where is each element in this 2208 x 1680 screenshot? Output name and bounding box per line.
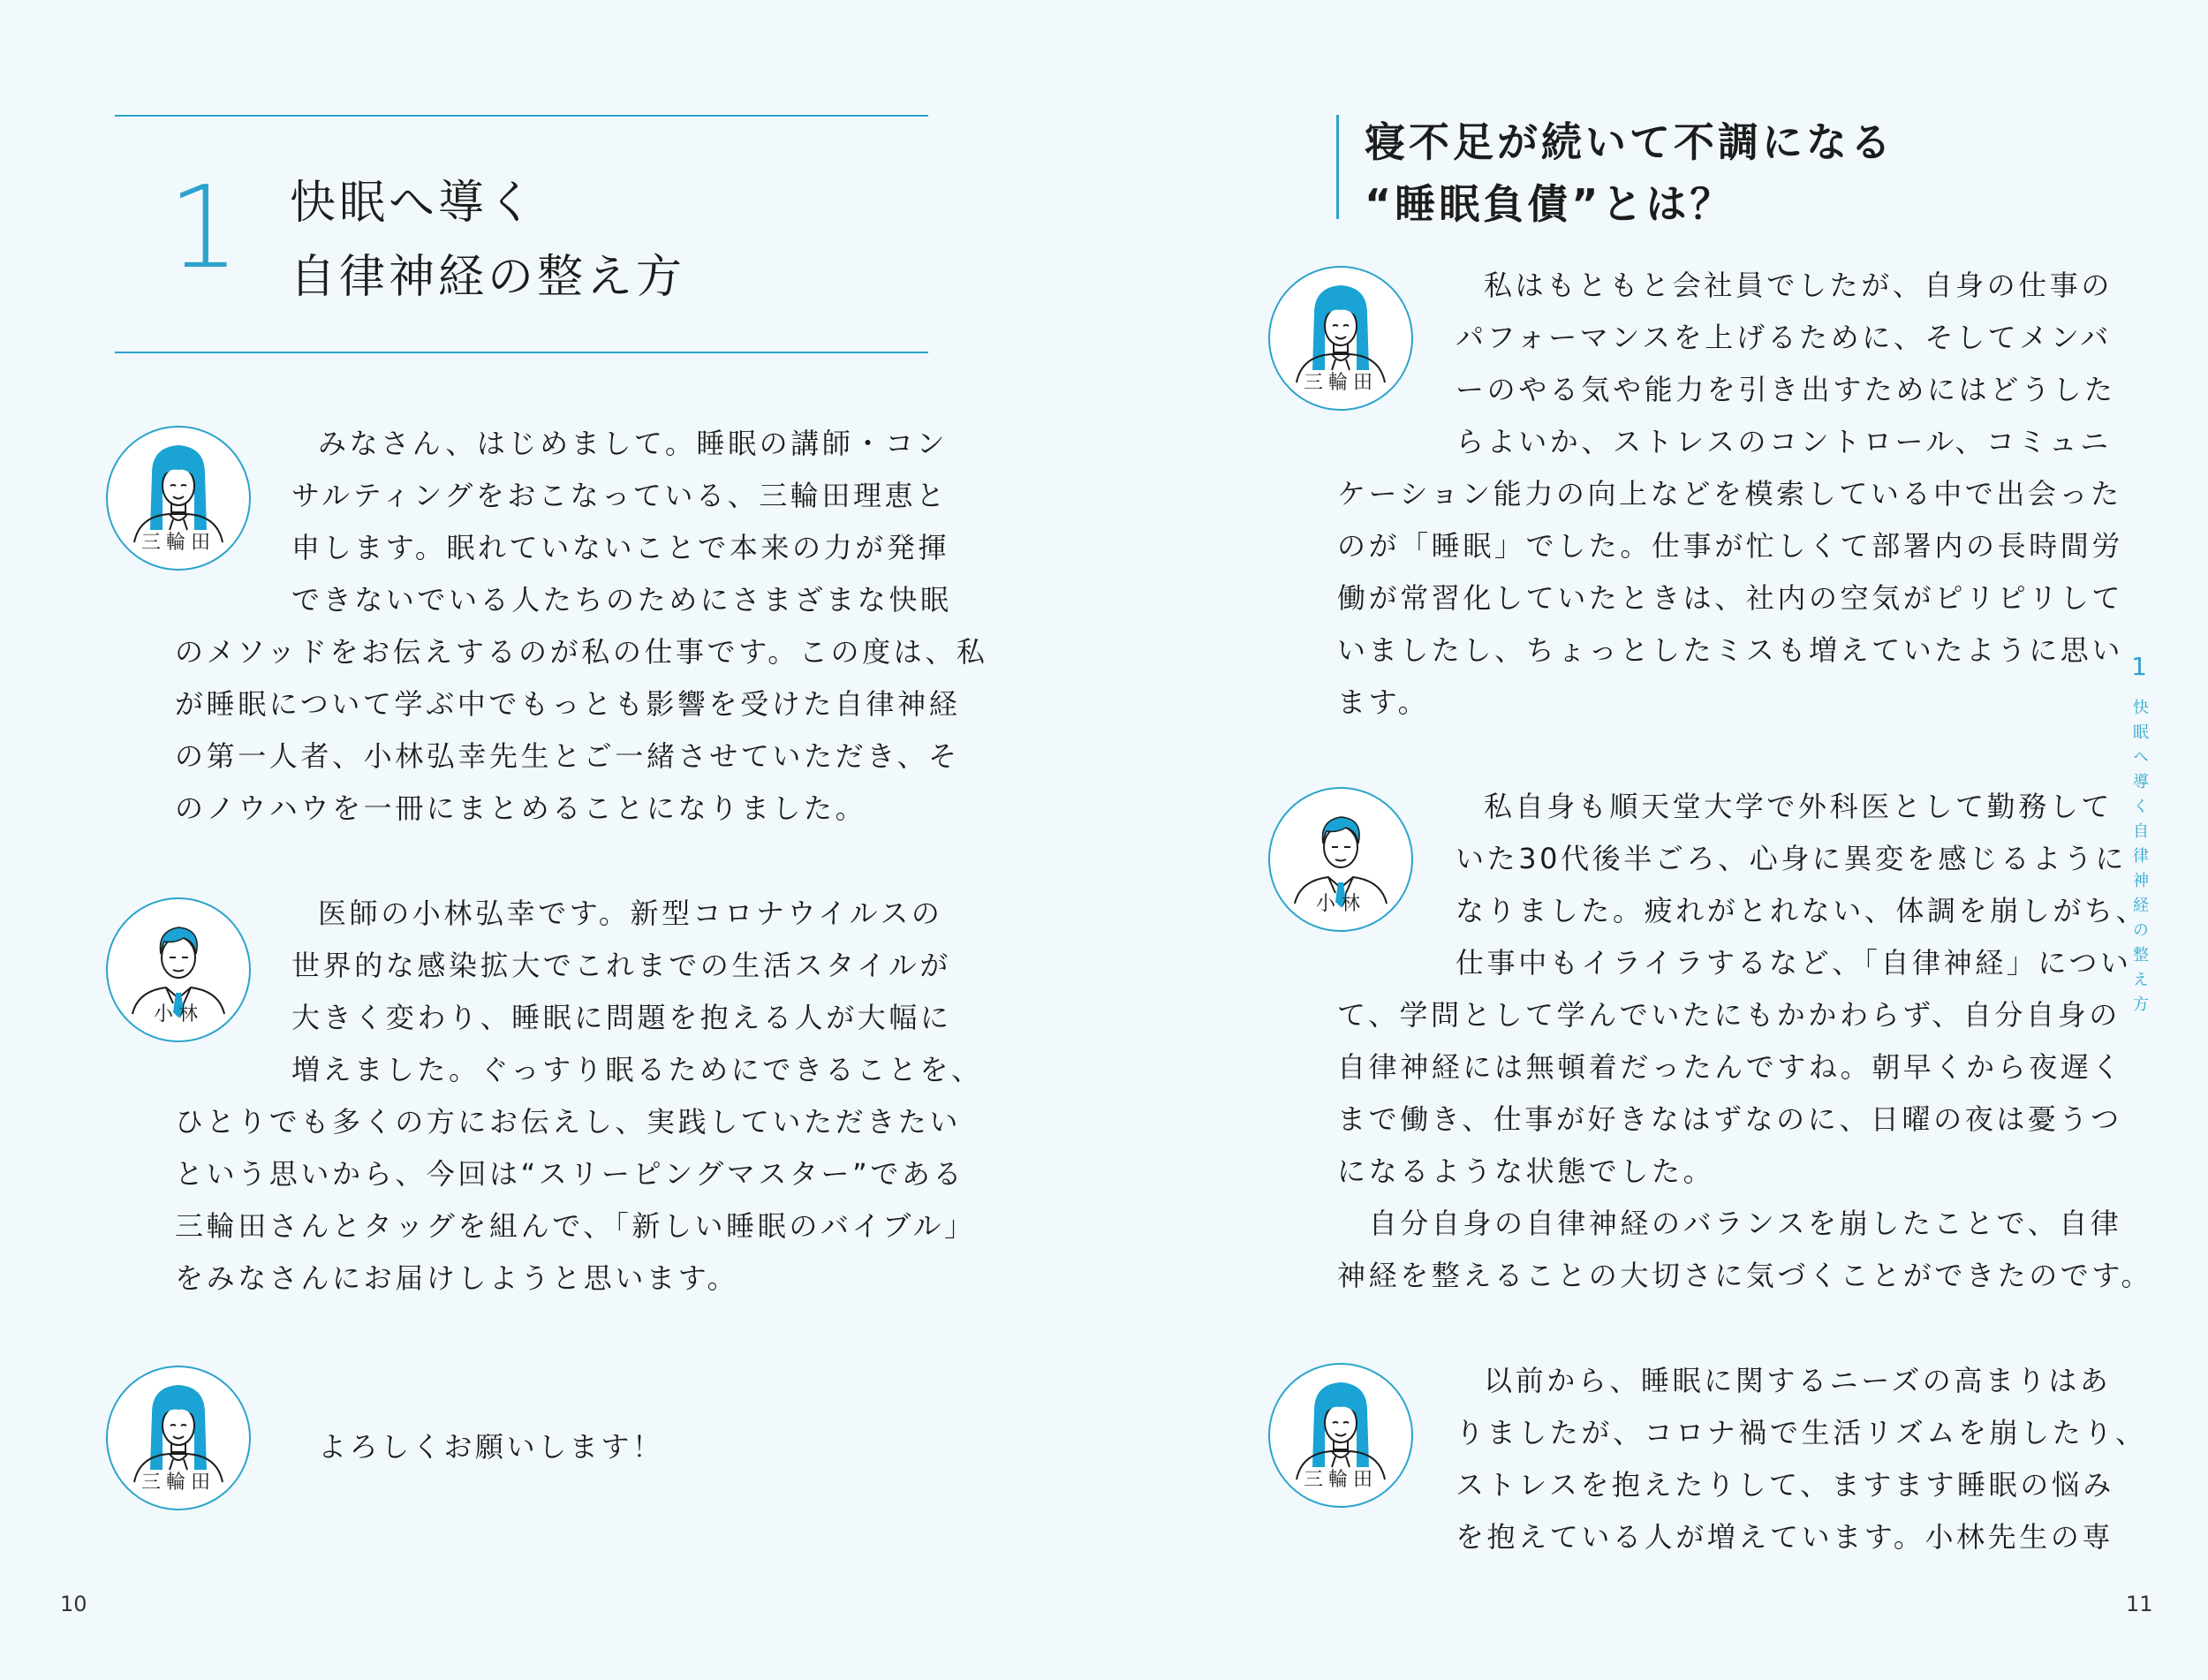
text-line: のが「睡眠」でした。仕事が忙しくて部署内の長時間労 (1337, 529, 2124, 563)
text-line: 神経を整えることの大切さに気づくことができたのです。 (1337, 1259, 2153, 1292)
text-line: いましたし、ちょっとしたミスも増えていたように思い (1337, 633, 2124, 667)
text-line: ーのやる気や能力を引き出すためにはどうした (1456, 373, 2116, 406)
text-line: 自律神経には無頓着だったんですね。朝早くから夜遅く (1337, 1050, 2124, 1084)
text-line: のメソッドをお伝えするのが私の仕事です。この度は、私 (175, 635, 988, 669)
text-line: になるような状態でした。 (1337, 1154, 1715, 1188)
text-line: サルティングをおこなっている、三輪田理恵と (291, 479, 948, 512)
avatar-name: 三輪田 (1303, 372, 1378, 394)
chapter-side-tab (2124, 652, 2154, 1020)
chapter-title (290, 166, 685, 314)
text-line: 大きく変わり、睡眠に問題を抱える人が大幅に (291, 1001, 952, 1034)
text-line: のノウハウを一冊にまとめることになりました。 (175, 791, 867, 825)
text-line: 増えました。ぐっすり眠るためにできることを、 (291, 1053, 983, 1086)
text-line: 仕事中もイライラするなど、「自律神経」につい (1456, 946, 2132, 980)
avatar-name: 三輪田 (1303, 1469, 1378, 1491)
text-line: りましたが、コロナ禍で生活リズムを崩したり、 (1456, 1416, 2147, 1449)
text-line: を抱えている人が増えています。小林先生の専 (1456, 1520, 2114, 1554)
text-line: よろしくお願いします！ (318, 1430, 664, 1464)
page-number-left: 10 (60, 1592, 87, 1616)
avatar-name: 三輪田 (140, 532, 216, 554)
chapter-number: 1 (168, 163, 240, 294)
text-line: みなさん、はじめまして。睡眠の講師・コン (318, 427, 949, 460)
text-line: まで働き、仕事が好きなはずなのに、日曜の夜は憂うつ (1337, 1102, 2122, 1136)
text-line: という思いから、今回は“スリーピングマスター”である (175, 1157, 965, 1191)
text-line: ストレスを抱えたりして、ますます睡眠の悩み (1456, 1468, 2115, 1502)
page-number-right: 11 (2126, 1592, 2153, 1616)
paragraph-intro-kobayashi (175, 888, 983, 1305)
text-line: 世界的な感染拡大でこれまでの生活スタイルが (291, 949, 951, 982)
section-title-line: 寝不足が続いて不調になる (1365, 118, 1894, 166)
text-line: 私自身も順天堂大学で外科医として勤務して (1484, 790, 2113, 823)
paragraph-greeting (318, 1421, 664, 1473)
text-line: できないでいる人たちのためにさまざまな快眠 (291, 583, 952, 617)
text-line: 以前から、睡眠に関するニーズの高まりはあ (1484, 1364, 2112, 1397)
avatar-name: 三輪田 (140, 1472, 216, 1494)
side-tab-number: 1 (2131, 652, 2147, 681)
chapter-rule-bottom (115, 352, 928, 353)
text-line: 私はもともと会社員でしたが、自身の仕事の (1484, 269, 2113, 302)
section-title (1365, 111, 1894, 235)
chapter-rule-top (115, 115, 928, 117)
text-line: ひとりでも多くの方にお伝えし、実践していただきたい (175, 1105, 962, 1139)
paragraph-kobayashi-1 (1337, 781, 2152, 1302)
chapter-title-line: 快眠へ導く (290, 177, 538, 230)
text-line: らよいか、ストレスのコントロール、コミュニ (1456, 425, 2112, 458)
text-line: 働が常習化していたときは、社内の空気がピリピリして (1337, 581, 2124, 615)
paragraph-intro-miwata (175, 418, 987, 835)
text-line: 自分自身の自律神経のバランスを崩したことで、自律 (1337, 1207, 2122, 1240)
text-line: ケーション能力の向上などを模索している中で出会った (1337, 477, 2122, 511)
side-tab-text: 快眠へ導く自律神経の整え方 (2130, 699, 2149, 1020)
text-line: の第一人者、小林弘幸先生とご一緒させていただき、そ (175, 739, 960, 773)
text-line: て、学問として学んでいたにもかかわらず、自分自身の (1337, 998, 2121, 1032)
text-line: 三輪田さんとタッグを組んで、「新しい睡眠のバイブル」 (175, 1209, 976, 1243)
text-line: が睡眠について学ぶ中でもっとも影響を受けた自律神経 (175, 687, 961, 721)
section-title-bar (1336, 115, 1339, 219)
paragraph-miwata-2 (1337, 1355, 2147, 1563)
paragraph-miwata-1 (1337, 260, 2123, 729)
chapter-title-line: 自律神経の整え方 (290, 251, 686, 304)
text-line: 医師の小林弘幸です。新型コロナウイルスの (318, 897, 943, 930)
text-line: パフォーマンスを上げるために、そしてメンバ (1456, 321, 2112, 354)
avatar-name: 小林 (1315, 893, 1365, 915)
text-line: をみなさんにお届けしようと思います。 (175, 1261, 739, 1295)
avatar-name: 小林 (153, 1003, 203, 1025)
text-line: ます。 (1337, 685, 1430, 719)
avatar-miwata-2 (106, 1366, 251, 1510)
text-line: いた30代後半ごろ、心身に異変を感じるように (1456, 842, 2127, 875)
text-line: なりました。疲れがとれない、体調を崩しがち、 (1456, 894, 2148, 927)
section-title-line: “睡眠負債”とは？ (1365, 180, 1735, 228)
right-page (1104, 0, 2208, 1680)
text-line: 申します。眠れていないことで本来の力が発揮 (291, 531, 950, 564)
